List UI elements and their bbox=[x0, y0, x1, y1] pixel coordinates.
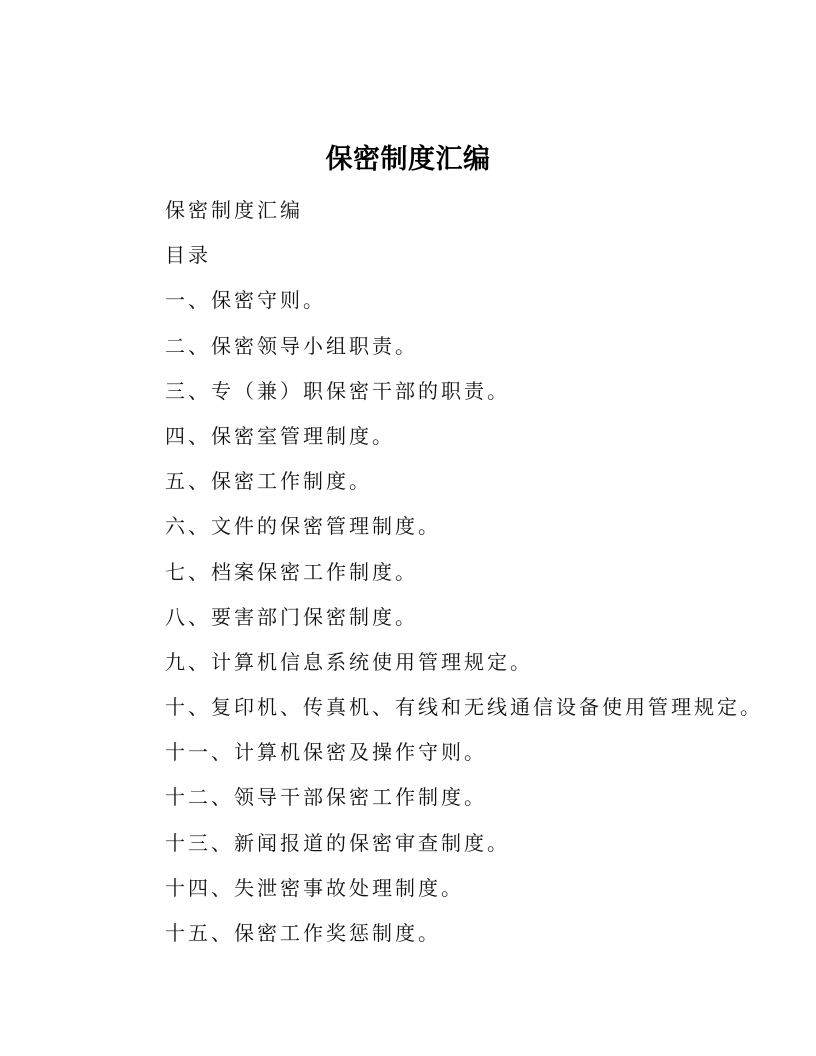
toc-item-5: 五、保密工作制度。 bbox=[165, 469, 372, 494]
toc-item-6: 六、文件的保密管理制度。 bbox=[165, 514, 441, 539]
toc-heading: 目录 bbox=[165, 243, 211, 268]
toc-item-15: 十五、保密工作奖惩制度。 bbox=[165, 921, 441, 945]
toc-item-8: 八、要害部门保密制度。 bbox=[165, 604, 418, 629]
toc-item-10: 十、复印机、传真机、有线和无线通信设备使用管理规定。 bbox=[165, 695, 763, 720]
toc-item-7: 七、档案保密工作制度。 bbox=[165, 559, 418, 584]
toc-item-13: 十三、新闻报道的保密审查制度。 bbox=[165, 830, 510, 855]
document-body bbox=[165, 195, 785, 963]
toc-item-12: 十二、领导干部保密工作制度。 bbox=[165, 785, 487, 810]
toc-item-3: 三、专（兼）职保密干部的职责。 bbox=[165, 378, 510, 403]
document-subtitle: 保密制度汇编 bbox=[165, 198, 303, 222]
toc-item-1: 一、保密守则。 bbox=[165, 288, 326, 313]
document-title: 保密制度汇编 bbox=[325, 144, 491, 175]
toc-item-11: 十一、计算机保密及操作守则。 bbox=[165, 740, 487, 765]
toc-item-2: 二、保密领导小组职责。 bbox=[165, 333, 418, 358]
toc-item-4: 四、保密室管理制度。 bbox=[165, 423, 395, 448]
toc-item-14: 十四、失泄密事故处理制度。 bbox=[165, 875, 464, 900]
toc-item-9: 九、计算机信息系统使用管理规定。 bbox=[165, 649, 533, 674]
